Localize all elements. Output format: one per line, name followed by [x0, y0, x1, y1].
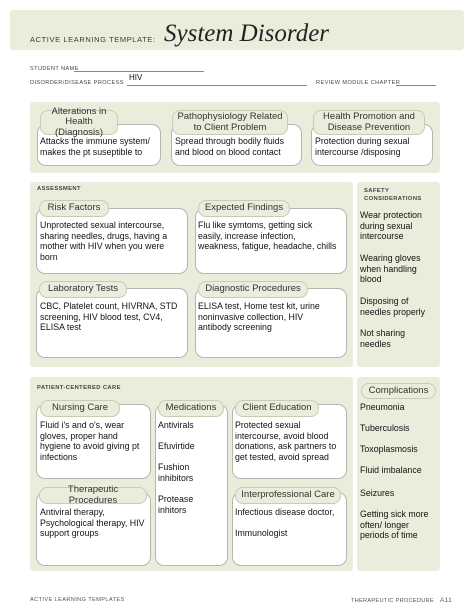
review-module-label: REVIEW MODULE CHAPTER	[316, 80, 401, 86]
safety-item-2: Wearing gloves when handling blood	[360, 253, 421, 285]
client-education-text: Protected sexual intercourse, avoid blood donations, ask partners to get tested, avoid spread	[235, 420, 337, 462]
footer-left: ACTIVE LEARNING TEMPLATES	[30, 597, 125, 603]
assessment-label: ASSESSMENT	[37, 186, 81, 192]
footer-right	[351, 597, 452, 604]
expected-findings-heading: Expected Findings	[198, 200, 290, 217]
medications-heading: Medications	[158, 400, 224, 417]
alterations-text: Attacks the immune system/ makes the pt suseptible to	[40, 136, 150, 157]
safety-item-3: Disposing of needles properly	[360, 296, 426, 317]
disorder-value: HIV	[129, 73, 143, 82]
patient-care-label: PATIENT-CENTERED CARE	[37, 385, 121, 391]
health-promotion-text: Protection during sexual intercourse /disposing	[315, 136, 410, 157]
therapeutic-procedures-text: Antiviral therapy, Psychological therapy, HIV support groups	[40, 507, 145, 539]
interprofessional-care-text: Infectious disease doctor, Immunologist	[235, 507, 335, 539]
student-name-label: STUDENT NAME	[30, 66, 79, 72]
complication-item-5: Seizures	[360, 488, 395, 498]
laboratory-tests-text: CBC, Platelet count, HIVRNA, STD screening, HIV blood test, CV4, ELISA test	[40, 301, 178, 333]
disorder-label: DISORDER/DISEASE PROCESS	[30, 80, 124, 86]
page-title: System Disorder	[164, 20, 330, 47]
student-name-field[interactable]	[74, 64, 204, 72]
complication-item-3: Toxoplasmosis	[360, 444, 418, 454]
complication-item-6: Getting sick more often/ longer periods of time	[360, 509, 429, 541]
complication-item-2: Tuberculosis	[360, 423, 410, 433]
template-label: ACTIVE LEARNING TEMPLATE:	[30, 35, 156, 44]
nursing-care-heading: Nursing Care	[40, 400, 120, 417]
review-module-field[interactable]	[396, 78, 436, 86]
therapeutic-procedures-heading: Therapeutic Procedures	[39, 487, 147, 504]
safety-item-1: Wear protection during sexual intercourse	[360, 210, 422, 242]
pathophysiology-text: Spread through bodily fluids and blood on blood contact	[175, 136, 285, 157]
alterations-heading: Alterations in Health (Diagnosis)	[40, 110, 118, 135]
complication-item-4: Fluid imbalance	[360, 465, 422, 475]
footer-section: THERAPEUTIC PROCEDURE	[350, 598, 435, 604]
diagnostic-procedures-heading: Diagnostic Procedures	[198, 281, 308, 298]
client-education-heading: Client Education	[235, 400, 319, 417]
pathophysiology-heading: Pathophysiology Related to Client Problem	[172, 110, 288, 135]
expected-findings-text: Flu like symtoms, getting sick easily, increase infection, weakness, fatigue, headache, chills	[198, 220, 337, 252]
complications-heading: Complications	[361, 383, 436, 399]
interprofessional-care-heading: Interprofessional Care	[235, 487, 341, 504]
risk-factors-heading: Risk Factors	[39, 200, 109, 217]
safety-item-4: Not sharing needles	[360, 328, 405, 349]
laboratory-tests-heading: Laboratory Tests	[39, 281, 127, 298]
diagnostic-procedures-text: ELISA test, Home test kit, urine noninvasive collection, HIV antibody screening	[198, 301, 320, 333]
medications-text: Antivirals Efuvirtide Fushion inhibitors Protease inhitors	[158, 420, 195, 515]
footer-page-number: A11	[440, 597, 452, 604]
disorder-field[interactable]	[127, 78, 307, 86]
safety-label: SAFETY CONSIDERATIONS	[364, 188, 422, 202]
nursing-care-text: Fluid i's and o's, wear gloves, proper hand hygiene to avoid giving pt infections	[40, 420, 140, 462]
complication-item-1: Pneumonia	[360, 402, 405, 412]
health-promotion-heading: Health Promotion and Disease Prevention	[313, 110, 425, 135]
risk-factors-text: Unprotected sexual intercourse, sharing needles, drugs, having a mother with HIV when you were born	[40, 220, 168, 262]
